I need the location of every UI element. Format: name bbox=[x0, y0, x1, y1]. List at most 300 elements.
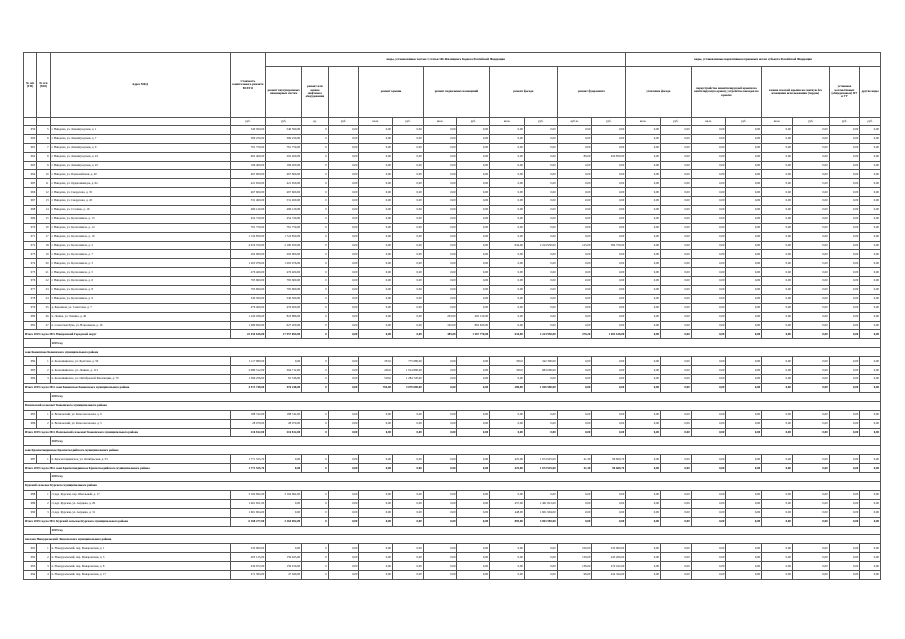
value-cell: 22 454 636,00 bbox=[230, 330, 266, 339]
value-cell: 0,00 bbox=[860, 206, 881, 215]
value-cell: 0,00 bbox=[328, 143, 359, 152]
value-cell: 0,00 bbox=[524, 562, 557, 571]
value-cell: 0,00 bbox=[592, 383, 626, 392]
row-num-mo: 11 bbox=[37, 179, 50, 188]
unit-cell: куб.м. bbox=[557, 118, 592, 126]
year-label: 2019 год bbox=[50, 473, 880, 482]
value-cell: 0,00 bbox=[359, 410, 393, 419]
value-cell: 0,00 bbox=[829, 161, 860, 170]
row-num-gp: 978 bbox=[24, 294, 37, 303]
value-cell: 0,00 bbox=[762, 232, 793, 241]
value-cell: 0,00 bbox=[626, 571, 661, 580]
row-num-mo: 24 bbox=[37, 294, 50, 303]
value-cell: 684 000,00 bbox=[524, 366, 557, 375]
total-row bbox=[24, 464, 881, 473]
value-cell: 1 914 800,00 bbox=[393, 366, 424, 375]
value-cell: 0 bbox=[302, 126, 329, 135]
value-cell: 0,00 bbox=[691, 428, 726, 437]
value-cell: 0,00 bbox=[829, 375, 860, 384]
value-cell: 0,00 bbox=[691, 241, 726, 250]
value-cell: 0,00 bbox=[557, 214, 592, 223]
value-cell: 0 bbox=[302, 241, 329, 250]
value-cell: 1 205 076,00 bbox=[266, 259, 302, 268]
value-cell: 0,00 bbox=[792, 330, 829, 339]
value-cell: 0,00 bbox=[592, 375, 626, 384]
table-row bbox=[24, 214, 881, 223]
value-cell: 0,00 bbox=[359, 544, 393, 553]
value-cell: 0,00 bbox=[691, 517, 726, 526]
value-cell: 0,00 bbox=[557, 259, 592, 268]
unit-cell: кв.м. bbox=[490, 118, 525, 126]
value-cell: 0,00 bbox=[457, 268, 490, 277]
value-cell: 0,00 bbox=[691, 357, 726, 366]
value-cell: 0,00 bbox=[626, 143, 661, 152]
value-cell: 1 205 076,00 bbox=[230, 259, 266, 268]
value-cell: 0,00 bbox=[660, 499, 691, 508]
table-row bbox=[24, 286, 881, 295]
value-cell: 0,00 bbox=[726, 277, 762, 286]
value-cell: 0,00 bbox=[762, 197, 793, 206]
row-num-mo: 9 bbox=[37, 161, 50, 170]
value-cell: 1 461 651,00 bbox=[230, 499, 266, 508]
value-cell: 0,00 bbox=[829, 544, 860, 553]
value-cell: 0,00 bbox=[691, 152, 726, 161]
value-cell: 0,00 bbox=[762, 312, 793, 321]
value-cell: 0,00 bbox=[762, 188, 793, 197]
value-cell: 0,00 bbox=[457, 241, 490, 250]
section-row bbox=[24, 481, 881, 490]
header-roof: ремонт крыши bbox=[359, 67, 423, 118]
value-cell: 0,00 bbox=[423, 562, 457, 571]
value-cell: 0,00 bbox=[359, 303, 393, 312]
value-cell: 0,00 bbox=[423, 152, 457, 161]
row-num-gp: 982 bbox=[24, 357, 37, 366]
value-cell: 0,00 bbox=[423, 170, 457, 179]
value-cell: 0,00 bbox=[393, 223, 424, 232]
value-cell: 0,00 bbox=[423, 214, 457, 223]
value-cell: 0,00 bbox=[726, 455, 762, 464]
unit-cell: руб. bbox=[457, 118, 490, 126]
value-cell: 0 bbox=[302, 303, 329, 312]
value-cell: 0,00 bbox=[328, 464, 359, 473]
value-cell: 1 026 900,00 bbox=[524, 383, 557, 392]
value-cell: 862 620,00 bbox=[457, 321, 490, 330]
value-cell: 2 224 950,00 bbox=[524, 330, 557, 339]
value-cell: 0,00 bbox=[359, 419, 393, 428]
row-num-mo: 19 bbox=[37, 250, 50, 259]
value-cell: 0,00 bbox=[626, 383, 661, 392]
row-num-gp: 960 bbox=[24, 134, 37, 143]
value-cell: 0,00 bbox=[691, 508, 726, 517]
value-cell: 0,00 bbox=[860, 383, 881, 392]
value-cell: 0,00 bbox=[691, 197, 726, 206]
unit-cell: руб. bbox=[266, 118, 302, 126]
value-cell: 0,00 bbox=[393, 517, 424, 526]
row-address: п. Новоуральский, пер. Макаровская, д. 17 bbox=[50, 571, 230, 580]
value-cell: 1 674 925,00 bbox=[524, 455, 557, 464]
value-cell: 0,00 bbox=[328, 517, 359, 526]
value-cell: 293,00 bbox=[423, 312, 457, 321]
value-cell: 0,00 bbox=[792, 188, 829, 197]
value-cell: 0,00 bbox=[762, 214, 793, 223]
value-cell: 0,00 bbox=[792, 268, 829, 277]
value-cell: 0,00 bbox=[860, 419, 881, 428]
value-cell: 0,00 bbox=[359, 508, 393, 517]
value-cell: 0,00 bbox=[860, 357, 881, 366]
value-cell: 0 bbox=[302, 553, 329, 562]
table-row bbox=[24, 232, 881, 241]
value-cell: 202 900,00 bbox=[266, 250, 302, 259]
value-cell: 0,00 bbox=[359, 170, 393, 179]
value-cell: 0,00 bbox=[490, 490, 525, 499]
value-cell: 0,00 bbox=[626, 303, 661, 312]
value-cell: 0,00 bbox=[626, 223, 661, 232]
value-cell: 0,00 bbox=[328, 152, 359, 161]
value-cell: 233 900,00 bbox=[230, 544, 266, 553]
value-cell: 0,00 bbox=[762, 286, 793, 295]
value-cell: 0,00 bbox=[423, 517, 457, 526]
header-facade: ремонт фасада bbox=[490, 67, 557, 118]
value-cell: 0,00 bbox=[393, 455, 424, 464]
value-cell: 476 248,00 bbox=[266, 383, 302, 392]
value-cell: 0,00 bbox=[557, 303, 592, 312]
value-cell: 0,00 bbox=[393, 152, 424, 161]
row-address: п. Советская Рука, ул. Вокзальная, д. 16 bbox=[50, 321, 230, 330]
value-cell: 0,00 bbox=[792, 250, 829, 259]
table-row bbox=[24, 419, 881, 428]
value-cell: 0 bbox=[302, 161, 329, 170]
value-cell: 0,00 bbox=[829, 419, 860, 428]
value-cell: 0,00 bbox=[860, 321, 881, 330]
value-cell: 0 bbox=[302, 250, 329, 259]
table-row bbox=[24, 490, 881, 499]
value-cell: 0,00 bbox=[490, 419, 525, 428]
value-cell: 0,00 bbox=[860, 179, 881, 188]
value-cell: 0,00 bbox=[328, 508, 359, 517]
value-cell: 0,00 bbox=[762, 375, 793, 384]
row-address: г. Няндома, ул. Свердлова, д. 45 bbox=[50, 197, 230, 206]
value-cell: 0 bbox=[302, 410, 329, 419]
value-cell: 0,00 bbox=[726, 232, 762, 241]
value-cell: 0,00 bbox=[557, 410, 592, 419]
value-cell: 0,00 bbox=[792, 259, 829, 268]
value-cell: 0,00 bbox=[393, 286, 424, 295]
value-cell: 226,0 bbox=[359, 366, 393, 375]
value-cell: 0,00 bbox=[792, 170, 829, 179]
value-cell: 0,00 bbox=[626, 197, 661, 206]
row-address: д. Бережная, ул. Советская, д. 7 bbox=[50, 303, 230, 312]
value-cell: 0,00 bbox=[792, 223, 829, 232]
value-cell: 0,00 bbox=[266, 357, 302, 366]
value-cell: 0,00 bbox=[359, 126, 393, 135]
row-num-gp: 973 bbox=[24, 250, 37, 259]
value-cell: 0,00 bbox=[592, 294, 626, 303]
value-cell: 0,00 bbox=[393, 161, 424, 170]
table-row bbox=[24, 241, 881, 250]
row-num-gp: 963 bbox=[24, 161, 37, 170]
header-engineering: ремонт внутридомовых инженерных систем bbox=[266, 67, 302, 118]
value-cell: 0,00 bbox=[829, 490, 860, 499]
year-row bbox=[24, 392, 881, 401]
row-num-mo: 3 bbox=[37, 375, 50, 384]
value-cell: 0,00 bbox=[524, 303, 557, 312]
value-cell: 0,00 bbox=[860, 455, 881, 464]
value-cell: 0,00 bbox=[726, 571, 762, 580]
value-cell: 0,00 bbox=[626, 499, 661, 508]
unit-cell: руб. bbox=[393, 118, 424, 126]
value-cell: 188 742,00 bbox=[230, 410, 266, 419]
value-cell: 425,00 bbox=[490, 464, 525, 473]
unit-cell: кв.м. bbox=[359, 118, 393, 126]
table-row bbox=[24, 223, 881, 232]
value-cell: 0,00 bbox=[524, 321, 557, 330]
value-cell: 0,00 bbox=[792, 410, 829, 419]
value-cell: 0,00 bbox=[490, 170, 525, 179]
value-cell: 0,00 bbox=[626, 312, 661, 321]
value-cell: 0,00 bbox=[457, 161, 490, 170]
value-cell: 0,00 bbox=[557, 517, 592, 526]
value-cell: 0,00 bbox=[860, 197, 881, 206]
value-cell: 233 900,00 bbox=[592, 544, 626, 553]
header-foundation: ремонт фундамента bbox=[557, 67, 626, 118]
value-cell: 0,00 bbox=[660, 214, 691, 223]
value-cell: 485,00 bbox=[423, 330, 457, 339]
value-cell: 795 600,00 bbox=[230, 286, 266, 295]
value-cell: 0 bbox=[302, 277, 329, 286]
row-num-mo: 27 bbox=[37, 321, 50, 330]
value-cell: 0,00 bbox=[490, 321, 525, 330]
value-cell: 0,00 bbox=[359, 517, 393, 526]
row-address: п. Лепша, ул. Ленина, д. 40 bbox=[50, 312, 230, 321]
table-row bbox=[24, 508, 881, 517]
value-cell: 0,00 bbox=[592, 490, 626, 499]
row-num-mo: 2 bbox=[37, 366, 50, 375]
value-cell: 0,00 bbox=[691, 571, 726, 580]
value-cell: 0,00 bbox=[393, 330, 424, 339]
unit-cell: руб. bbox=[524, 118, 557, 126]
value-cell: 0,00 bbox=[660, 383, 691, 392]
value-cell: 0,00 bbox=[792, 143, 829, 152]
value-cell: 0,00 bbox=[490, 312, 525, 321]
value-cell: 0 bbox=[302, 294, 329, 303]
row-address: п. Вохильский, ул. Комсомольская, д. 9 bbox=[50, 410, 230, 419]
row-address: п. Новоуральский, пер. Макаровская, д. 1 bbox=[50, 544, 230, 553]
header-mineral: замена плоской крыши на скатную без изменения использования (чердак) bbox=[762, 67, 829, 118]
value-cell: 0,00 bbox=[423, 286, 457, 295]
row-num-mo: 2 bbox=[37, 419, 50, 428]
table-row bbox=[24, 410, 881, 419]
value-cell: 540 500,00 bbox=[230, 294, 266, 303]
header-total-cost: Стоимость капитального ремонта ВСЕГО bbox=[230, 53, 266, 118]
value-cell: 0,00 bbox=[393, 571, 424, 580]
value-cell: 0,00 bbox=[328, 188, 359, 197]
row-num-gp: 966 bbox=[24, 188, 37, 197]
row-num-gp: 971 bbox=[24, 232, 37, 241]
value-cell: 0,00 bbox=[592, 179, 626, 188]
row-address: п. Коношкинское, ул. Ленина, д. 113 bbox=[50, 366, 230, 375]
table-row bbox=[24, 268, 881, 277]
value-cell: 369 250,00 bbox=[266, 134, 302, 143]
value-cell: 0,00 bbox=[792, 571, 829, 580]
table-row bbox=[24, 544, 881, 553]
row-address: п. Коношкинское, ул. Братская, д. 59 bbox=[50, 357, 230, 366]
value-cell: 0,00 bbox=[592, 232, 626, 241]
value-cell: 0,00 bbox=[792, 419, 829, 428]
value-cell: 0,00 bbox=[860, 214, 881, 223]
value-cell: 0,00 bbox=[860, 499, 881, 508]
value-cell: 0,00 bbox=[691, 268, 726, 277]
value-cell: 0,00 bbox=[626, 188, 661, 197]
value-cell: 0,00 bbox=[792, 214, 829, 223]
unit-cell: руб. bbox=[592, 118, 626, 126]
value-cell: 0,00 bbox=[457, 553, 490, 562]
value-cell: 0,00 bbox=[762, 553, 793, 562]
value-cell: 1 771 525,70 bbox=[230, 455, 266, 464]
value-cell: 457,00 bbox=[490, 499, 525, 508]
value-cell: 0,00 bbox=[490, 197, 525, 206]
row-num-mo: 1 bbox=[37, 544, 50, 553]
value-cell: 0,00 bbox=[328, 553, 359, 562]
value-cell: 0,00 bbox=[829, 277, 860, 286]
value-cell: 0,00 bbox=[557, 490, 592, 499]
value-cell: 0,00 bbox=[829, 366, 860, 375]
value-cell: 0,00 bbox=[626, 214, 661, 223]
value-cell: 0,00 bbox=[691, 134, 726, 143]
value-cell: 0,00 bbox=[524, 134, 557, 143]
value-cell: 0,00 bbox=[359, 241, 393, 250]
value-cell: 467 600,00 bbox=[266, 188, 302, 197]
value-cell: 0,00 bbox=[626, 553, 661, 562]
value-cell: 0,00 bbox=[660, 571, 691, 580]
value-cell: 202 900,00 bbox=[230, 250, 266, 259]
value-cell: 0,00 bbox=[762, 152, 793, 161]
value-cell: 0,00 bbox=[660, 152, 691, 161]
value-cell: 0,00 bbox=[762, 357, 793, 366]
value-cell: 0,00 bbox=[423, 508, 457, 517]
value-cell: 634,00 bbox=[490, 330, 525, 339]
value-cell: 0,00 bbox=[691, 294, 726, 303]
value-cell: 0,00 bbox=[792, 544, 829, 553]
value-cell: 0,00 bbox=[457, 490, 490, 499]
value-cell: 0,00 bbox=[829, 562, 860, 571]
value-cell: 0,00 bbox=[457, 571, 490, 580]
value-cell: 0,00 bbox=[592, 188, 626, 197]
row-num-mo: 20 bbox=[37, 259, 50, 268]
row-num-mo: 23 bbox=[37, 286, 50, 295]
value-cell: 0,00 bbox=[762, 428, 793, 437]
value-cell: 0,00 bbox=[592, 286, 626, 295]
value-cell: 0,00 bbox=[660, 268, 691, 277]
value-cell: 0,00 bbox=[792, 241, 829, 250]
value-cell: 0,00 bbox=[557, 366, 592, 375]
value-cell: 0,00 bbox=[393, 562, 424, 571]
value-cell: 0,00 bbox=[626, 259, 661, 268]
value-cell: 0,00 bbox=[490, 303, 525, 312]
value-cell: 0,00 bbox=[829, 499, 860, 508]
value-cell: 0,00 bbox=[626, 321, 661, 330]
value-cell: 467 600,00 bbox=[266, 170, 302, 179]
value-cell: 353,0 bbox=[359, 357, 393, 366]
value-cell: 342 300,00 bbox=[524, 357, 557, 366]
value-cell: 0,00 bbox=[691, 490, 726, 499]
total-label: Итого 2019 год по МО. Няндомский Городской округ bbox=[24, 330, 231, 339]
table-row bbox=[24, 126, 881, 135]
row-num-gp: 965 bbox=[24, 179, 37, 188]
row-num-mo: 1 bbox=[37, 410, 50, 419]
value-cell: 0 bbox=[302, 375, 329, 384]
section-title: Курский сельское Курского муниципального района bbox=[24, 481, 881, 490]
value-cell: 0,00 bbox=[457, 562, 490, 571]
value-cell: 0,00 bbox=[393, 250, 424, 259]
value-cell: 0,00 bbox=[792, 383, 829, 392]
value-cell: 0,00 bbox=[691, 286, 726, 295]
value-cell: 0,00 bbox=[557, 170, 592, 179]
value-cell: 0,00 bbox=[592, 312, 626, 321]
value-cell: 0,00 bbox=[592, 268, 626, 277]
value-cell: 0,00 bbox=[691, 179, 726, 188]
table-row bbox=[24, 143, 881, 152]
value-cell: 1 724 850,00 bbox=[266, 232, 302, 241]
value-cell: 0,00 bbox=[626, 179, 661, 188]
value-cell: 0,00 bbox=[592, 197, 626, 206]
value-cell: 1 403 618,00 bbox=[592, 330, 626, 339]
value-cell: 0,00 bbox=[762, 179, 793, 188]
value-cell: 1 461 821,00 bbox=[524, 499, 557, 508]
value-cell: 0,00 bbox=[457, 499, 490, 508]
value-cell: 0,00 bbox=[524, 286, 557, 295]
value-cell: 202 400,00 bbox=[266, 152, 302, 161]
value-cell: 0,00 bbox=[860, 312, 881, 321]
value-cell: 271 584,00 bbox=[230, 571, 266, 580]
value-cell: 0,00 bbox=[829, 126, 860, 135]
value-cell: 0,00 bbox=[524, 179, 557, 188]
value-cell: 0,00 bbox=[660, 179, 691, 188]
value-cell: 0,00 bbox=[762, 499, 793, 508]
row-num-mo: 7 bbox=[37, 143, 50, 152]
value-cell: 0,00 bbox=[328, 490, 359, 499]
value-cell: 0,00 bbox=[726, 294, 762, 303]
value-cell: 0,00 bbox=[762, 161, 793, 170]
value-cell: 0,00 bbox=[626, 562, 661, 571]
value-cell: 0,00 bbox=[592, 303, 626, 312]
row-num-gp: 981 bbox=[24, 321, 37, 330]
value-cell: 0,00 bbox=[359, 562, 393, 571]
value-cell: 1 267 770,00 bbox=[457, 330, 490, 339]
unit-cell: руб. bbox=[860, 118, 881, 126]
value-cell: 0,00 bbox=[592, 170, 626, 179]
value-cell: 0,00 bbox=[829, 232, 860, 241]
value-cell: 0,00 bbox=[457, 366, 490, 375]
value-cell: 0 bbox=[302, 330, 329, 339]
value-cell: 0,00 bbox=[762, 170, 793, 179]
value-cell: 0,00 bbox=[423, 134, 457, 143]
value-cell: 476 400,00 bbox=[230, 303, 266, 312]
value-cell: 467 600,00 bbox=[230, 170, 266, 179]
value-cell: 0,00 bbox=[691, 499, 726, 508]
row-num-mo: 2 bbox=[37, 553, 50, 562]
value-cell: 0,00 bbox=[726, 312, 762, 321]
value-cell: 0,00 bbox=[660, 206, 691, 215]
value-cell: 0,00 bbox=[557, 277, 592, 286]
value-cell: 0,00 bbox=[726, 223, 762, 232]
row-num-gp: 974 bbox=[24, 259, 37, 268]
value-cell: 0,00 bbox=[762, 544, 793, 553]
value-cell: 0,00 bbox=[626, 170, 661, 179]
value-cell: 0,00 bbox=[762, 419, 793, 428]
value-cell: 0,00 bbox=[726, 152, 762, 161]
value-cell: 0,00 bbox=[726, 134, 762, 143]
value-cell: 0,00 bbox=[457, 134, 490, 143]
